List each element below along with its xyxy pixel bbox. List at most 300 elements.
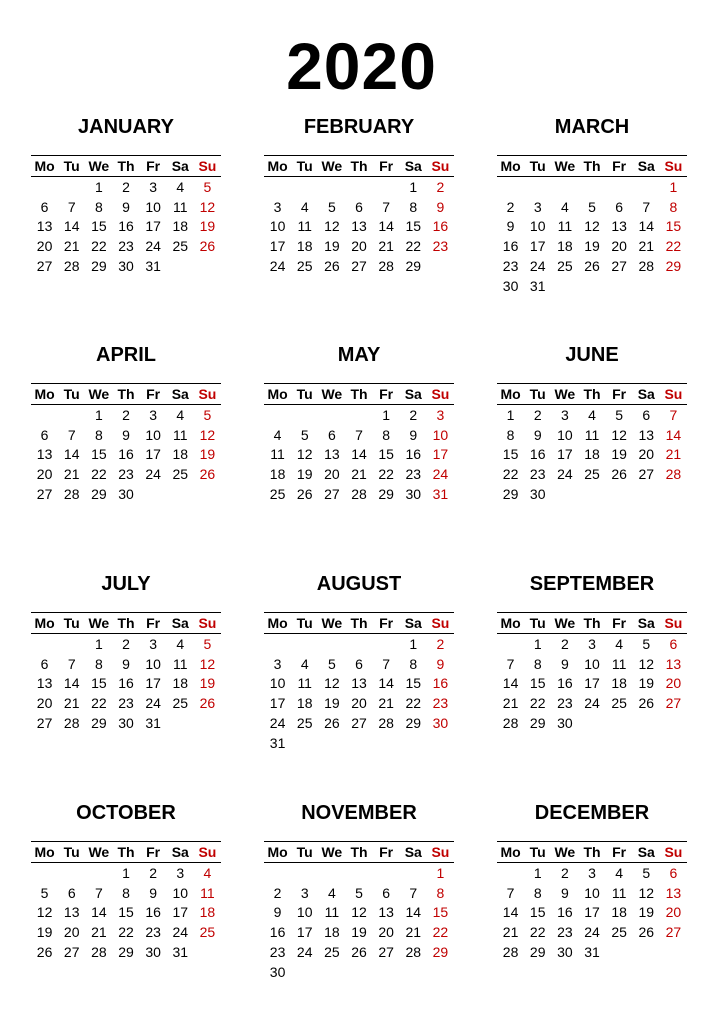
week-row — [31, 445, 221, 465]
day-cell: 23 — [405, 466, 422, 483]
weekday-label: Su — [198, 158, 217, 174]
day-cell: 20 — [36, 238, 53, 255]
day-cell: 18 — [611, 904, 627, 921]
day-cell: 28 — [378, 715, 394, 732]
day-cell: 16 — [405, 446, 422, 463]
week-row — [31, 425, 221, 445]
day-cell: 5 — [588, 198, 596, 215]
day-cell: 15 — [91, 675, 107, 692]
weekday-label: Fr — [379, 844, 394, 860]
day-cell: 18 — [172, 218, 189, 235]
weekday-header — [497, 383, 687, 405]
day-cell: 11 — [173, 655, 188, 672]
day-cell: 25 — [324, 944, 340, 961]
day-cell: 19 — [199, 446, 216, 463]
day-cell: 3 — [149, 635, 158, 652]
day-cell: 21 — [91, 924, 107, 941]
day-cell: 11 — [200, 884, 215, 901]
day-cell: 12 — [199, 655, 216, 672]
day-cell: 1 — [533, 635, 542, 652]
day-cell: 16 — [145, 904, 161, 921]
day-cell: 7 — [94, 884, 103, 901]
day-cell: 9 — [506, 218, 515, 235]
week-row — [31, 256, 221, 276]
weekday-label: Su — [198, 844, 217, 860]
day-cell: 28 — [502, 715, 519, 732]
weekday-header — [264, 612, 454, 634]
day-cell: 2 — [409, 406, 418, 423]
day-cell: 8 — [409, 198, 418, 215]
month-name: OCTOBER — [76, 802, 176, 824]
day-cell: 17 — [584, 675, 600, 692]
week-row — [497, 484, 687, 504]
day-cell: 13 — [36, 218, 53, 235]
day-cell: 1 — [409, 178, 418, 195]
day-cell: 11 — [173, 426, 188, 443]
day-cell: 29 — [405, 715, 422, 732]
day-cell: 6 — [67, 884, 76, 901]
weekday-label: Th — [117, 615, 135, 631]
day-cell: 13 — [665, 884, 682, 901]
day-cell: 10 — [145, 655, 161, 672]
day-cell: 12 — [351, 904, 367, 921]
day-cell: 23 — [145, 924, 161, 941]
day-cell: 10 — [145, 198, 161, 215]
month-name: JANUARY — [78, 116, 174, 138]
day-cell: 10 — [296, 904, 313, 921]
weekday-label: Fr — [379, 386, 394, 402]
week-row — [31, 942, 221, 962]
week-row — [264, 674, 454, 694]
day-cell: 15 — [665, 218, 682, 235]
weekday-label: Sa — [404, 615, 422, 631]
day-cell: 15 — [91, 446, 107, 463]
day-cell: 26 — [199, 238, 216, 255]
day-cell: 13 — [638, 426, 655, 443]
day-cell: 12 — [36, 904, 53, 921]
weekday-label: Tu — [63, 844, 80, 860]
week-row — [31, 236, 221, 256]
day-cell: 9 — [436, 198, 445, 215]
weekday-header — [497, 155, 687, 177]
day-cell: 24 — [145, 695, 161, 712]
day-cell: 13 — [63, 904, 80, 921]
day-cell: 11 — [557, 218, 573, 235]
day-cell: 3 — [588, 864, 596, 881]
weekday-label: Mo — [267, 158, 288, 174]
weekday-label: Th — [350, 615, 368, 631]
day-cell: 30 — [502, 277, 519, 294]
day-cell: 26 — [638, 695, 655, 712]
month-name: DECEMBER — [534, 802, 650, 824]
day-cell: 14 — [665, 426, 682, 443]
weekday-header — [264, 841, 454, 863]
day-cell: 14 — [378, 218, 394, 235]
day-cell: 16 — [432, 675, 449, 692]
day-cell: 6 — [355, 655, 363, 672]
day-cell: 28 — [638, 258, 655, 275]
day-cell: 30 — [145, 944, 161, 961]
day-cell: 25 — [296, 258, 313, 275]
day-cell: 12 — [199, 198, 216, 215]
month-grid — [264, 612, 454, 753]
month-name: FEBRUARY — [303, 116, 415, 138]
day-cell: 3 — [149, 406, 158, 423]
day-cell: 8 — [122, 884, 130, 901]
day-cell: 13 — [36, 675, 53, 692]
day-cell: 27 — [351, 715, 367, 732]
day-cell: 9 — [149, 884, 158, 901]
day-cell: 29 — [529, 715, 546, 732]
day-cell: 31 — [584, 944, 600, 961]
day-cell: 12 — [324, 675, 340, 692]
day-cell: 5 — [203, 406, 212, 423]
day-cell: 15 — [91, 218, 107, 235]
weekday-label: We — [88, 158, 110, 174]
day-cell: 4 — [300, 198, 309, 215]
weekday-label: Su — [431, 844, 450, 860]
day-cell: 10 — [172, 884, 189, 901]
day-cell: 16 — [118, 675, 134, 692]
week-row — [31, 197, 221, 217]
day-cell: 30 — [269, 963, 286, 980]
day-cell: 28 — [91, 944, 107, 961]
day-cell: 15 — [378, 446, 394, 463]
week-row — [497, 942, 687, 962]
month-april — [31, 341, 221, 504]
weekday-label: Mo — [500, 615, 521, 631]
day-cell: 25 — [611, 695, 627, 712]
weekday-label: Th — [583, 158, 601, 174]
day-cell: 20 — [665, 675, 682, 692]
weekday-label: Th — [117, 386, 135, 402]
weekday-label: We — [554, 386, 576, 402]
weekday-label: Tu — [529, 844, 546, 860]
day-cell: 8 — [533, 884, 542, 901]
day-cell: 26 — [296, 486, 313, 503]
day-cell: 4 — [176, 635, 185, 652]
day-cell: 31 — [145, 258, 161, 275]
weekday-label: Mo — [34, 615, 55, 631]
day-cell: 21 — [63, 238, 80, 255]
weekday-label: We — [88, 386, 110, 402]
day-cell: 27 — [351, 258, 367, 275]
weekday-label: Fr — [612, 158, 627, 174]
day-cell: 1 — [382, 406, 391, 423]
weekday-label: Su — [431, 386, 450, 402]
weekday-label: Tu — [529, 386, 546, 402]
day-cell: 3 — [560, 406, 569, 423]
week-row — [264, 863, 454, 883]
week-row — [264, 693, 454, 713]
weekday-label: Sa — [637, 615, 655, 631]
day-cell: 9 — [122, 655, 130, 672]
day-cell: 3 — [273, 198, 282, 215]
weekday-label: Th — [583, 615, 601, 631]
week-row — [497, 713, 687, 733]
weekday-label: Th — [350, 158, 368, 174]
day-cell: 26 — [199, 695, 216, 712]
day-cell: 8 — [94, 655, 103, 672]
weekday-label: We — [321, 386, 343, 402]
weekday-label: We — [321, 844, 343, 860]
day-cell: 24 — [172, 924, 189, 941]
day-cell: 1 — [122, 864, 130, 881]
day-cell: 29 — [529, 944, 546, 961]
day-cell: 8 — [94, 198, 103, 215]
weekday-label: Th — [583, 386, 601, 402]
day-cell: 17 — [557, 446, 573, 463]
day-cell: 2 — [122, 178, 130, 195]
day-cell: 7 — [67, 198, 76, 215]
day-cell: 2 — [560, 864, 569, 881]
weekday-label: Sa — [404, 844, 422, 860]
day-cell: 14 — [378, 675, 394, 692]
day-cell: 4 — [176, 178, 185, 195]
day-cell: 23 — [557, 924, 573, 941]
weekday-label: Fr — [146, 386, 161, 402]
day-cell: 8 — [436, 884, 445, 901]
day-cell: 4 — [327, 884, 336, 901]
week-row — [497, 197, 687, 217]
day-cell: 17 — [145, 218, 161, 235]
day-cell: 23 — [502, 258, 519, 275]
day-cell: 18 — [172, 446, 189, 463]
week-row — [31, 654, 221, 674]
day-cell: 9 — [560, 655, 569, 672]
day-cell: 26 — [324, 715, 340, 732]
day-cell: 8 — [382, 426, 391, 443]
day-cell: 1 — [94, 406, 103, 423]
week-row — [497, 177, 687, 197]
day-cell: 7 — [355, 426, 363, 443]
week-row — [264, 177, 454, 197]
weekday-label: Mo — [500, 158, 521, 174]
weekday-label: Mo — [34, 386, 55, 402]
weekday-label: Th — [350, 386, 368, 402]
week-row — [31, 177, 221, 197]
weekday-label: Mo — [267, 844, 288, 860]
day-cell: 9 — [122, 198, 130, 215]
week-row — [497, 425, 687, 445]
day-cell: 21 — [665, 446, 682, 463]
day-cell: 5 — [203, 635, 212, 652]
week-row — [497, 634, 687, 654]
week-row — [264, 464, 454, 484]
weekday-label: Tu — [296, 615, 313, 631]
month-grid — [31, 841, 221, 962]
week-row — [264, 654, 454, 674]
month-name: JUNE — [565, 344, 619, 366]
day-cell: 25 — [557, 258, 573, 275]
month-grid — [264, 155, 454, 276]
day-cell: 30 — [557, 715, 573, 732]
weekday-label: Mo — [267, 615, 288, 631]
day-cell: 22 — [502, 466, 519, 483]
day-cell: 19 — [324, 238, 340, 255]
weekday-label: Tu — [296, 386, 313, 402]
week-row — [264, 484, 454, 504]
day-cell: 25 — [584, 466, 600, 483]
day-cell: 22 — [91, 238, 107, 255]
weekday-label: Mo — [34, 158, 55, 174]
week-row — [497, 464, 687, 484]
weekday-header — [497, 612, 687, 634]
day-cell: 19 — [584, 238, 600, 255]
day-cell: 22 — [91, 466, 107, 483]
day-cell: 20 — [36, 466, 53, 483]
day-cell: 20 — [665, 904, 682, 921]
day-cell: 18 — [269, 466, 286, 483]
year-title: 2020 — [286, 29, 437, 103]
weekday-label: Su — [431, 615, 450, 631]
weekday-label: We — [88, 615, 110, 631]
day-cell: 21 — [405, 924, 422, 941]
day-cell: 20 — [351, 238, 367, 255]
weekday-header — [264, 155, 454, 177]
day-cell: 25 — [611, 924, 627, 941]
day-cell: 6 — [669, 864, 678, 881]
weekday-label: Tu — [296, 844, 313, 860]
day-cell: 16 — [269, 924, 286, 941]
week-row — [31, 863, 221, 883]
day-cell: 20 — [36, 695, 53, 712]
day-cell: 15 — [405, 675, 422, 692]
weekday-label: Sa — [171, 158, 189, 174]
day-cell: 12 — [324, 218, 340, 235]
week-row — [497, 922, 687, 942]
day-cell: 10 — [529, 218, 546, 235]
month-grid — [31, 612, 221, 733]
day-cell: 4 — [560, 198, 569, 215]
day-cell: 20 — [378, 924, 394, 941]
week-row — [31, 713, 221, 733]
day-cell: 7 — [506, 655, 515, 672]
day-cell: 22 — [405, 238, 422, 255]
week-row — [264, 962, 454, 982]
day-cell: 2 — [506, 198, 515, 215]
day-cell: 11 — [611, 884, 627, 901]
day-cell: 10 — [145, 426, 161, 443]
day-cell: 20 — [611, 238, 627, 255]
weekday-label: Tu — [529, 615, 546, 631]
day-cell: 31 — [269, 734, 286, 751]
month-name: MARCH — [554, 116, 630, 138]
weekday-label: Tu — [63, 158, 80, 174]
day-cell: 11 — [297, 218, 312, 235]
weekday-label: Su — [431, 158, 450, 174]
day-cell: 9 — [533, 426, 542, 443]
weekday-label: Sa — [404, 386, 422, 402]
day-cell: 7 — [67, 655, 76, 672]
day-cell: 22 — [529, 924, 546, 941]
weekday-label: Sa — [637, 158, 655, 174]
day-cell: 10 — [269, 675, 286, 692]
week-row — [264, 256, 454, 276]
day-cell: 29 — [91, 258, 107, 275]
day-cell: 10 — [584, 655, 600, 672]
day-cell: 30 — [118, 486, 134, 503]
weekday-label: Sa — [637, 844, 655, 860]
day-cell: 8 — [94, 426, 103, 443]
day-cell: 23 — [118, 695, 134, 712]
day-cell: 27 — [611, 258, 627, 275]
day-cell: 19 — [611, 446, 627, 463]
weekday-label: Tu — [63, 386, 80, 402]
day-cell: 18 — [172, 675, 189, 692]
weekday-header — [31, 841, 221, 863]
day-cell: 14 — [63, 675, 80, 692]
weekday-label: Fr — [612, 386, 627, 402]
day-cell: 7 — [642, 198, 651, 215]
weekday-label: Su — [198, 615, 217, 631]
day-cell: 5 — [642, 635, 651, 652]
day-cell: 17 — [269, 238, 286, 255]
day-cell: 27 — [36, 715, 53, 732]
day-cell: 10 — [557, 426, 573, 443]
day-cell: 3 — [436, 406, 445, 423]
month-june — [497, 341, 687, 504]
day-cell: 7 — [382, 655, 391, 672]
day-cell: 23 — [269, 944, 286, 961]
day-cell: 9 — [560, 884, 569, 901]
week-row — [31, 217, 221, 237]
month-may — [264, 341, 454, 504]
week-row — [264, 236, 454, 256]
day-cell: 15 — [529, 904, 546, 921]
week-row — [264, 733, 454, 753]
week-row — [264, 634, 454, 654]
day-cell: 14 — [63, 218, 80, 235]
day-cell: 21 — [63, 695, 80, 712]
day-cell: 3 — [300, 884, 309, 901]
week-row — [497, 276, 687, 296]
day-cell: 28 — [351, 486, 367, 503]
day-cell: 25 — [172, 695, 189, 712]
day-cell: 30 — [118, 258, 134, 275]
day-cell: 21 — [63, 466, 80, 483]
weekday-label: Th — [583, 844, 601, 860]
day-cell: 23 — [557, 695, 573, 712]
day-cell: 24 — [557, 466, 573, 483]
day-cell: 14 — [502, 675, 519, 692]
day-cell: 29 — [665, 258, 682, 275]
day-cell: 16 — [529, 446, 546, 463]
day-cell: 25 — [172, 466, 189, 483]
day-cell: 12 — [611, 426, 627, 443]
day-cell: 29 — [378, 486, 394, 503]
weekday-label: Mo — [267, 386, 288, 402]
day-cell: 29 — [432, 944, 449, 961]
day-cell: 6 — [615, 198, 624, 215]
day-cell: 14 — [405, 904, 422, 921]
day-cell: 3 — [149, 178, 158, 195]
day-cell: 19 — [638, 904, 655, 921]
day-cell: 2 — [436, 178, 445, 195]
day-cell: 27 — [378, 944, 394, 961]
month-name: SEPTEMBER — [529, 573, 655, 595]
month-march — [497, 113, 687, 296]
week-row — [264, 713, 454, 733]
day-cell: 3 — [273, 655, 282, 672]
day-cell: 24 — [529, 258, 546, 275]
day-cell: 25 — [172, 238, 189, 255]
weekday-label: Sa — [171, 844, 189, 860]
day-cell: 26 — [611, 466, 627, 483]
day-cell: 13 — [665, 655, 682, 672]
day-cell: 30 — [405, 486, 422, 503]
day-cell: 19 — [199, 218, 216, 235]
